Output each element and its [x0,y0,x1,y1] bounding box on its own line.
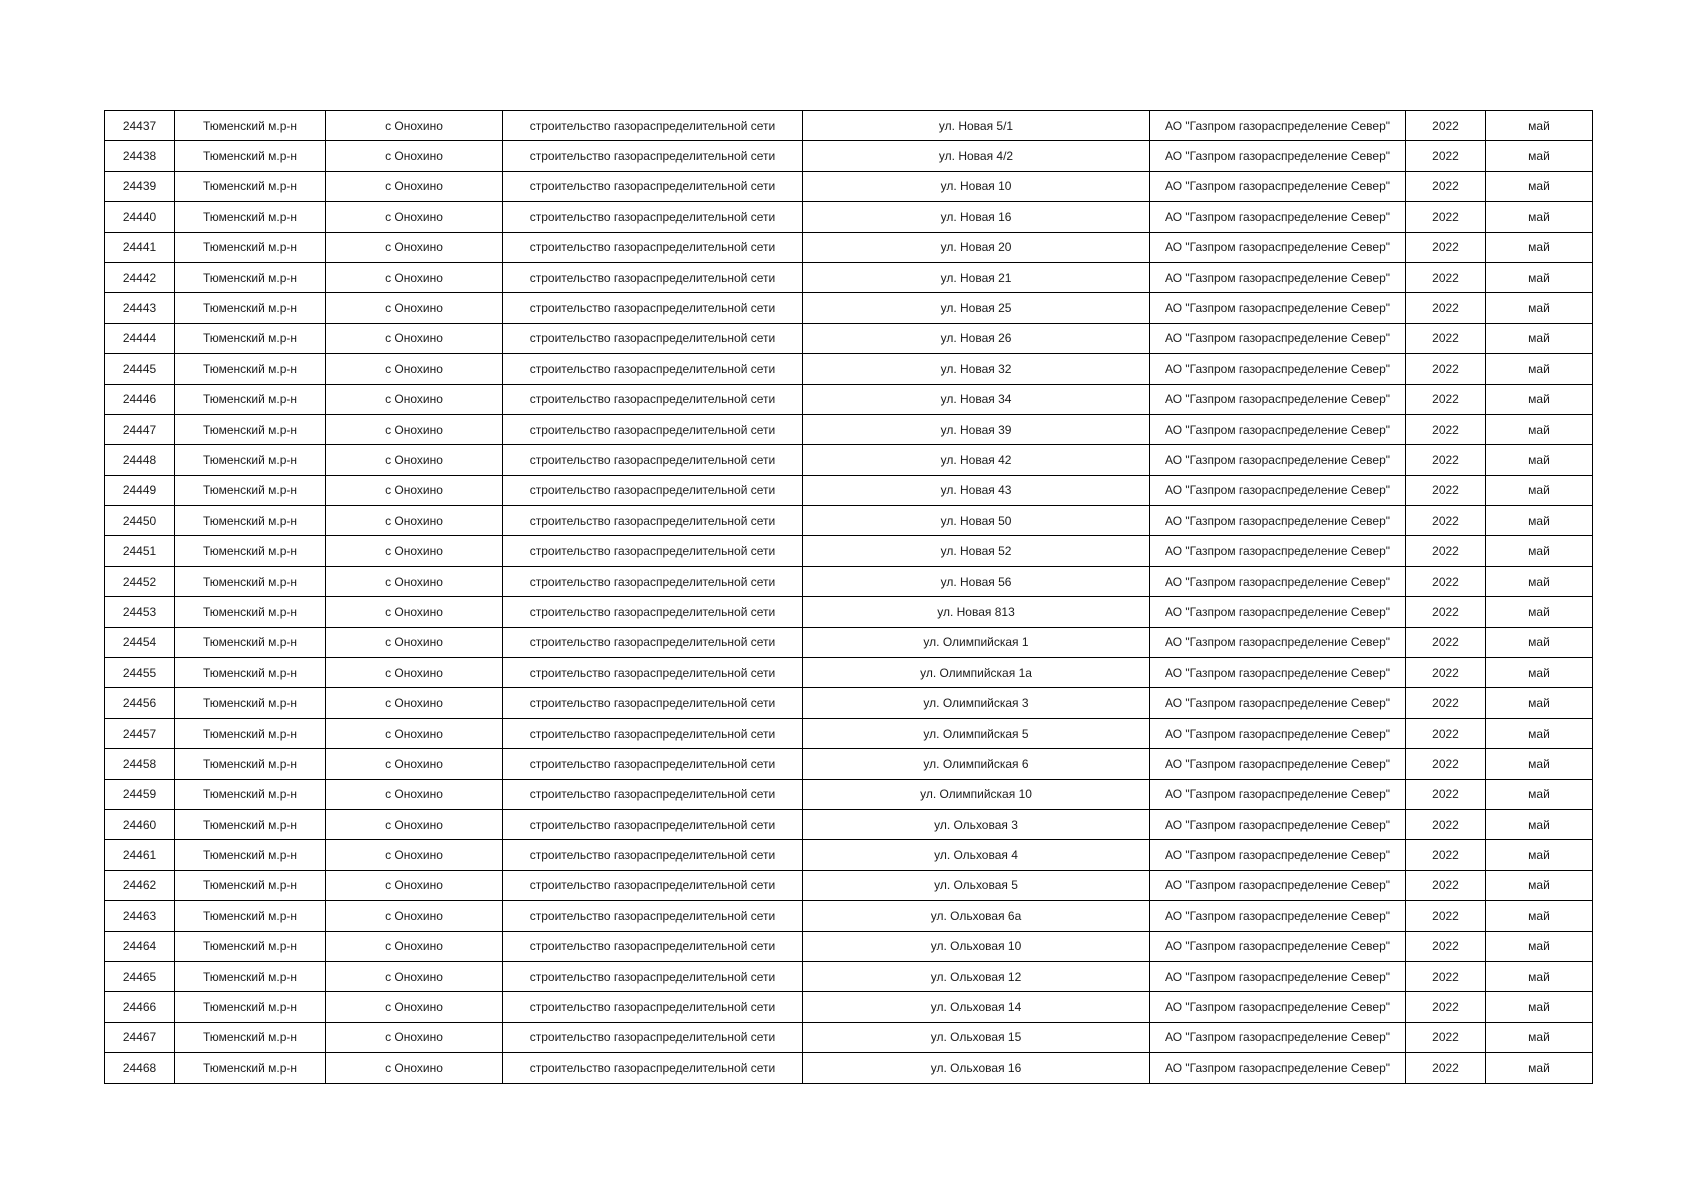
settlement-cell: с Онохино [326,688,503,718]
table-row [105,992,1593,1022]
organization-cell: АО "Газпром газораспределение Север" [1150,961,1406,991]
table-row [105,506,1593,536]
table-row [105,1022,1593,1052]
address-cell: ул. Новая 25 [803,293,1150,323]
settlement-cell: с Онохино [326,658,503,688]
organization-cell: АО "Газпром газораспределение Север" [1150,506,1406,536]
settlement-cell: с Онохино [326,961,503,991]
work-type-cell: строительство газораспределительной сети [503,961,803,991]
work-type-cell: строительство газораспределительной сети [503,262,803,292]
work-type-cell: строительство газораспределительной сети [503,718,803,748]
address-cell: ул. Ольховая 14 [803,992,1150,1022]
settlement-cell: с Онохино [326,566,503,596]
work-type-cell: строительство газораспределительной сети [503,901,803,931]
month-cell: май [1486,262,1593,292]
organization-cell: АО "Газпром газораспределение Север" [1150,536,1406,566]
work-type-cell: строительство газораспределительной сети [503,414,803,444]
month-cell: май [1486,475,1593,505]
organization-cell: АО "Газпром газораспределение Север" [1150,1022,1406,1052]
work-type-cell: строительство газораспределительной сети [503,506,803,536]
district-cell: Тюменский м.р-н [175,1022,326,1052]
row-number-cell: 24462 [105,870,175,900]
settlement-cell: с Онохино [326,202,503,232]
row-number-cell: 24445 [105,354,175,384]
month-cell: май [1486,870,1593,900]
year-cell: 2022 [1406,262,1486,292]
table-row [105,718,1593,748]
row-number-cell: 24457 [105,718,175,748]
organization-cell: АО "Газпром газораспределение Север" [1150,111,1406,141]
table-row [105,384,1593,414]
address-cell: ул. Новая 20 [803,232,1150,262]
month-cell: май [1486,627,1593,657]
organization-cell: АО "Газпром газораспределение Север" [1150,840,1406,870]
table-row [105,262,1593,292]
month-cell: май [1486,111,1593,141]
settlement-cell: с Онохино [326,597,503,627]
month-cell: май [1486,141,1593,171]
organization-cell: АО "Газпром газораспределение Север" [1150,566,1406,596]
year-cell: 2022 [1406,506,1486,536]
organization-cell: АО "Газпром газораспределение Север" [1150,627,1406,657]
district-cell: Тюменский м.р-н [175,870,326,900]
row-number-cell: 24464 [105,931,175,961]
address-cell: ул. Новая 32 [803,354,1150,384]
month-cell: май [1486,749,1593,779]
settlement-cell: с Онохино [326,506,503,536]
settlement-cell: с Онохино [326,141,503,171]
district-cell: Тюменский м.р-н [175,840,326,870]
address-cell: ул. Новая 10 [803,171,1150,201]
work-type-cell: строительство газораспределительной сети [503,597,803,627]
address-cell: ул. Новая 39 [803,414,1150,444]
district-cell: Тюменский м.р-н [175,536,326,566]
row-number-cell: 24468 [105,1053,175,1083]
address-cell: ул. Новая 42 [803,445,1150,475]
year-cell: 2022 [1406,688,1486,718]
month-cell: май [1486,323,1593,353]
district-cell: Тюменский м.р-н [175,597,326,627]
organization-cell: АО "Газпром газораспределение Север" [1150,1053,1406,1083]
month-cell: май [1486,809,1593,839]
district-cell: Тюменский м.р-н [175,931,326,961]
address-cell: ул. Новая 16 [803,202,1150,232]
row-number-cell: 24458 [105,749,175,779]
work-type-cell: строительство газораспределительной сети [503,384,803,414]
district-cell: Тюменский м.р-н [175,232,326,262]
settlement-cell: с Онохино [326,445,503,475]
year-cell: 2022 [1406,1053,1486,1083]
work-type-cell: строительство газораспределительной сети [503,354,803,384]
organization-cell: АО "Газпром газораспределение Север" [1150,202,1406,232]
address-cell: ул. Новая 50 [803,506,1150,536]
address-cell: ул. Ольховая 16 [803,1053,1150,1083]
table-row [105,961,1593,991]
address-cell: ул. Новая 52 [803,536,1150,566]
district-cell: Тюменский м.р-н [175,992,326,1022]
address-cell: ул. Ольховая 12 [803,961,1150,991]
row-number-cell: 24463 [105,901,175,931]
work-type-cell: строительство газораспределительной сети [503,202,803,232]
year-cell: 2022 [1406,414,1486,444]
month-cell: май [1486,414,1593,444]
work-type-cell: строительство газораспределительной сети [503,536,803,566]
district-cell: Тюменский м.р-н [175,293,326,323]
row-number-cell: 24437 [105,111,175,141]
district-cell: Тюменский м.р-н [175,414,326,444]
address-cell: ул. Ольховая 4 [803,840,1150,870]
district-cell: Тюменский м.р-н [175,111,326,141]
table-row [105,931,1593,961]
year-cell: 2022 [1406,840,1486,870]
organization-cell: АО "Газпром газораспределение Север" [1150,931,1406,961]
organization-cell: АО "Газпром газораспределение Север" [1150,141,1406,171]
district-cell: Тюменский м.р-н [175,475,326,505]
organization-cell: АО "Газпром газораспределение Север" [1150,323,1406,353]
table-row [105,232,1593,262]
year-cell: 2022 [1406,232,1486,262]
month-cell: май [1486,961,1593,991]
table-row [105,901,1593,931]
work-type-cell: строительство газораспределительной сети [503,293,803,323]
year-cell: 2022 [1406,718,1486,748]
organization-cell: АО "Газпром газораспределение Север" [1150,384,1406,414]
month-cell: май [1486,1022,1593,1052]
row-number-cell: 24441 [105,232,175,262]
year-cell: 2022 [1406,931,1486,961]
table-row [105,597,1593,627]
month-cell: май [1486,779,1593,809]
organization-cell: АО "Газпром газораспределение Север" [1150,597,1406,627]
settlement-cell: с Онохино [326,232,503,262]
settlement-cell: с Онохино [326,627,503,657]
month-cell: май [1486,992,1593,1022]
district-cell: Тюменский м.р-н [175,627,326,657]
address-cell: ул. Новая 26 [803,323,1150,353]
district-cell: Тюменский м.р-н [175,566,326,596]
year-cell: 2022 [1406,141,1486,171]
table-row [105,354,1593,384]
year-cell: 2022 [1406,293,1486,323]
month-cell: май [1486,536,1593,566]
table-row [105,688,1593,718]
work-type-cell: строительство газораспределительной сети [503,688,803,718]
address-cell: ул. Олимпийская 1а [803,658,1150,688]
address-cell: ул. Олимпийская 6 [803,749,1150,779]
month-cell: май [1486,506,1593,536]
row-number-cell: 24443 [105,293,175,323]
settlement-cell: с Онохино [326,870,503,900]
year-cell: 2022 [1406,870,1486,900]
work-type-cell: строительство газораспределительной сети [503,475,803,505]
organization-cell: АО "Газпром газораспределение Север" [1150,232,1406,262]
table-row [105,536,1593,566]
organization-cell: АО "Газпром газораспределение Север" [1150,749,1406,779]
month-cell: май [1486,688,1593,718]
work-type-cell: строительство газораспределительной сети [503,931,803,961]
year-cell: 2022 [1406,961,1486,991]
district-cell: Тюменский м.р-н [175,658,326,688]
work-type-cell: строительство газораспределительной сети [503,1022,803,1052]
row-number-cell: 24449 [105,475,175,505]
row-number-cell: 24453 [105,597,175,627]
work-type-cell: строительство газораспределительной сети [503,232,803,262]
settlement-cell: с Онохино [326,414,503,444]
district-cell: Тюменский м.р-н [175,141,326,171]
organization-cell: АО "Газпром газораспределение Север" [1150,718,1406,748]
table-row [105,870,1593,900]
year-cell: 2022 [1406,658,1486,688]
year-cell: 2022 [1406,445,1486,475]
settlement-cell: с Онохино [326,840,503,870]
row-number-cell: 24466 [105,992,175,1022]
settlement-cell: с Онохино [326,536,503,566]
month-cell: май [1486,293,1593,323]
district-cell: Тюменский м.р-н [175,354,326,384]
year-cell: 2022 [1406,566,1486,596]
year-cell: 2022 [1406,749,1486,779]
work-type-cell: строительство газораспределительной сети [503,809,803,839]
document-page [104,110,1592,1084]
row-number-cell: 24448 [105,445,175,475]
month-cell: май [1486,1053,1593,1083]
work-type-cell: строительство газораспределительной сети [503,840,803,870]
row-number-cell: 24447 [105,414,175,444]
month-cell: май [1486,901,1593,931]
settlement-cell: с Онохино [326,323,503,353]
work-type-cell: строительство газораспределительной сети [503,141,803,171]
district-cell: Тюменский м.р-н [175,445,326,475]
organization-cell: АО "Газпром газораспределение Север" [1150,262,1406,292]
year-cell: 2022 [1406,597,1486,627]
year-cell: 2022 [1406,384,1486,414]
row-number-cell: 24450 [105,506,175,536]
row-number-cell: 24454 [105,627,175,657]
row-number-cell: 24451 [105,536,175,566]
work-type-cell: строительство газораспределительной сети [503,992,803,1022]
address-cell: ул. Ольховая 5 [803,870,1150,900]
row-number-cell: 24459 [105,779,175,809]
district-cell: Тюменский м.р-н [175,506,326,536]
table-row [105,323,1593,353]
table-row [105,779,1593,809]
district-cell: Тюменский м.р-н [175,961,326,991]
settlement-cell: с Онохино [326,901,503,931]
work-type-cell: строительство газораспределительной сети [503,779,803,809]
settlement-cell: с Онохино [326,293,503,323]
district-cell: Тюменский м.р-н [175,688,326,718]
organization-cell: АО "Газпром газораспределение Север" [1150,779,1406,809]
address-cell: ул. Ольховая 10 [803,931,1150,961]
settlement-cell: с Онохино [326,992,503,1022]
organization-cell: АО "Газпром газораспределение Север" [1150,658,1406,688]
month-cell: май [1486,445,1593,475]
settlement-cell: с Онохино [326,779,503,809]
year-cell: 2022 [1406,202,1486,232]
table-row [105,749,1593,779]
district-cell: Тюменский м.р-н [175,718,326,748]
organization-cell: АО "Газпром газораспределение Север" [1150,809,1406,839]
table-row [105,566,1593,596]
settlement-cell: с Онохино [326,749,503,779]
row-number-cell: 24467 [105,1022,175,1052]
address-cell: ул. Новая 56 [803,566,1150,596]
district-cell: Тюменский м.р-н [175,779,326,809]
organization-cell: АО "Газпром газораспределение Север" [1150,414,1406,444]
district-cell: Тюменский м.р-н [175,202,326,232]
organization-cell: АО "Газпром газораспределение Север" [1150,992,1406,1022]
table-row [105,627,1593,657]
address-cell: ул. Новая 21 [803,262,1150,292]
data-table [104,110,1593,1084]
table-row [105,414,1593,444]
settlement-cell: с Онохино [326,354,503,384]
month-cell: май [1486,171,1593,201]
address-cell: ул. Ольховая 3 [803,809,1150,839]
settlement-cell: с Онохино [326,1022,503,1052]
organization-cell: АО "Газпром газораспределение Север" [1150,354,1406,384]
year-cell: 2022 [1406,809,1486,839]
table-row [105,202,1593,232]
address-cell: ул. Ольховая 15 [803,1022,1150,1052]
work-type-cell: строительство газораспределительной сети [503,627,803,657]
work-type-cell: строительство газораспределительной сети [503,445,803,475]
work-type-cell: строительство газораспределительной сети [503,323,803,353]
year-cell: 2022 [1406,779,1486,809]
row-number-cell: 24456 [105,688,175,718]
settlement-cell: с Онохино [326,111,503,141]
month-cell: май [1486,384,1593,414]
month-cell: май [1486,658,1593,688]
district-cell: Тюменский м.р-н [175,262,326,292]
month-cell: май [1486,232,1593,262]
row-number-cell: 24440 [105,202,175,232]
row-number-cell: 24455 [105,658,175,688]
row-number-cell: 24446 [105,384,175,414]
table-row [105,293,1593,323]
table-row [105,445,1593,475]
table-row [105,475,1593,505]
month-cell: май [1486,840,1593,870]
address-cell: ул. Олимпийская 10 [803,779,1150,809]
month-cell: май [1486,718,1593,748]
table-row [105,658,1593,688]
address-cell: ул. Олимпийская 1 [803,627,1150,657]
work-type-cell: строительство газораспределительной сети [503,1053,803,1083]
year-cell: 2022 [1406,475,1486,505]
organization-cell: АО "Газпром газораспределение Север" [1150,293,1406,323]
table-row [105,111,1593,141]
district-cell: Тюменский м.р-н [175,749,326,779]
month-cell: май [1486,597,1593,627]
year-cell: 2022 [1406,992,1486,1022]
organization-cell: АО "Газпром газораспределение Север" [1150,475,1406,505]
district-cell: Тюменский м.р-н [175,901,326,931]
table-row [105,171,1593,201]
row-number-cell: 24442 [105,262,175,292]
work-type-cell: строительство газораспределительной сети [503,171,803,201]
table-body [105,111,1593,1084]
settlement-cell: с Онохино [326,384,503,414]
address-cell: ул. Олимпийская 5 [803,718,1150,748]
row-number-cell: 24452 [105,566,175,596]
row-number-cell: 24438 [105,141,175,171]
year-cell: 2022 [1406,171,1486,201]
settlement-cell: с Онохино [326,931,503,961]
settlement-cell: с Онохино [326,171,503,201]
year-cell: 2022 [1406,901,1486,931]
settlement-cell: с Онохино [326,1053,503,1083]
work-type-cell: строительство газораспределительной сети [503,658,803,688]
year-cell: 2022 [1406,323,1486,353]
organization-cell: АО "Газпром газораспределение Север" [1150,901,1406,931]
year-cell: 2022 [1406,536,1486,566]
address-cell: ул. Новая 5/1 [803,111,1150,141]
district-cell: Тюменский м.р-н [175,323,326,353]
address-cell: ул. Новая 34 [803,384,1150,414]
table-row [105,141,1593,171]
table-row [105,840,1593,870]
row-number-cell: 24444 [105,323,175,353]
organization-cell: АО "Газпром газораспределение Север" [1150,445,1406,475]
settlement-cell: с Онохино [326,718,503,748]
work-type-cell: строительство газораспределительной сети [503,749,803,779]
row-number-cell: 24461 [105,840,175,870]
district-cell: Тюменский м.р-н [175,1053,326,1083]
month-cell: май [1486,931,1593,961]
settlement-cell: с Онохино [326,262,503,292]
district-cell: Тюменский м.р-н [175,171,326,201]
address-cell: ул. Новая 813 [803,597,1150,627]
year-cell: 2022 [1406,1022,1486,1052]
settlement-cell: с Онохино [326,809,503,839]
table-row [105,809,1593,839]
row-number-cell: 24460 [105,809,175,839]
district-cell: Тюменский м.р-н [175,809,326,839]
organization-cell: АО "Газпром газораспределение Север" [1150,171,1406,201]
address-cell: ул. Олимпийская 3 [803,688,1150,718]
month-cell: май [1486,202,1593,232]
year-cell: 2022 [1406,354,1486,384]
address-cell: ул. Ольховая 6а [803,901,1150,931]
work-type-cell: строительство газораспределительной сети [503,566,803,596]
work-type-cell: строительство газораспределительной сети [503,111,803,141]
address-cell: ул. Новая 4/2 [803,141,1150,171]
row-number-cell: 24465 [105,961,175,991]
year-cell: 2022 [1406,111,1486,141]
year-cell: 2022 [1406,627,1486,657]
month-cell: май [1486,566,1593,596]
row-number-cell: 24439 [105,171,175,201]
district-cell: Тюменский м.р-н [175,384,326,414]
address-cell: ул. Новая 43 [803,475,1150,505]
organization-cell: АО "Газпром газораспределение Север" [1150,688,1406,718]
month-cell: май [1486,354,1593,384]
work-type-cell: строительство газораспределительной сети [503,870,803,900]
table-row [105,1053,1593,1083]
organization-cell: АО "Газпром газораспределение Север" [1150,870,1406,900]
settlement-cell: с Онохино [326,475,503,505]
